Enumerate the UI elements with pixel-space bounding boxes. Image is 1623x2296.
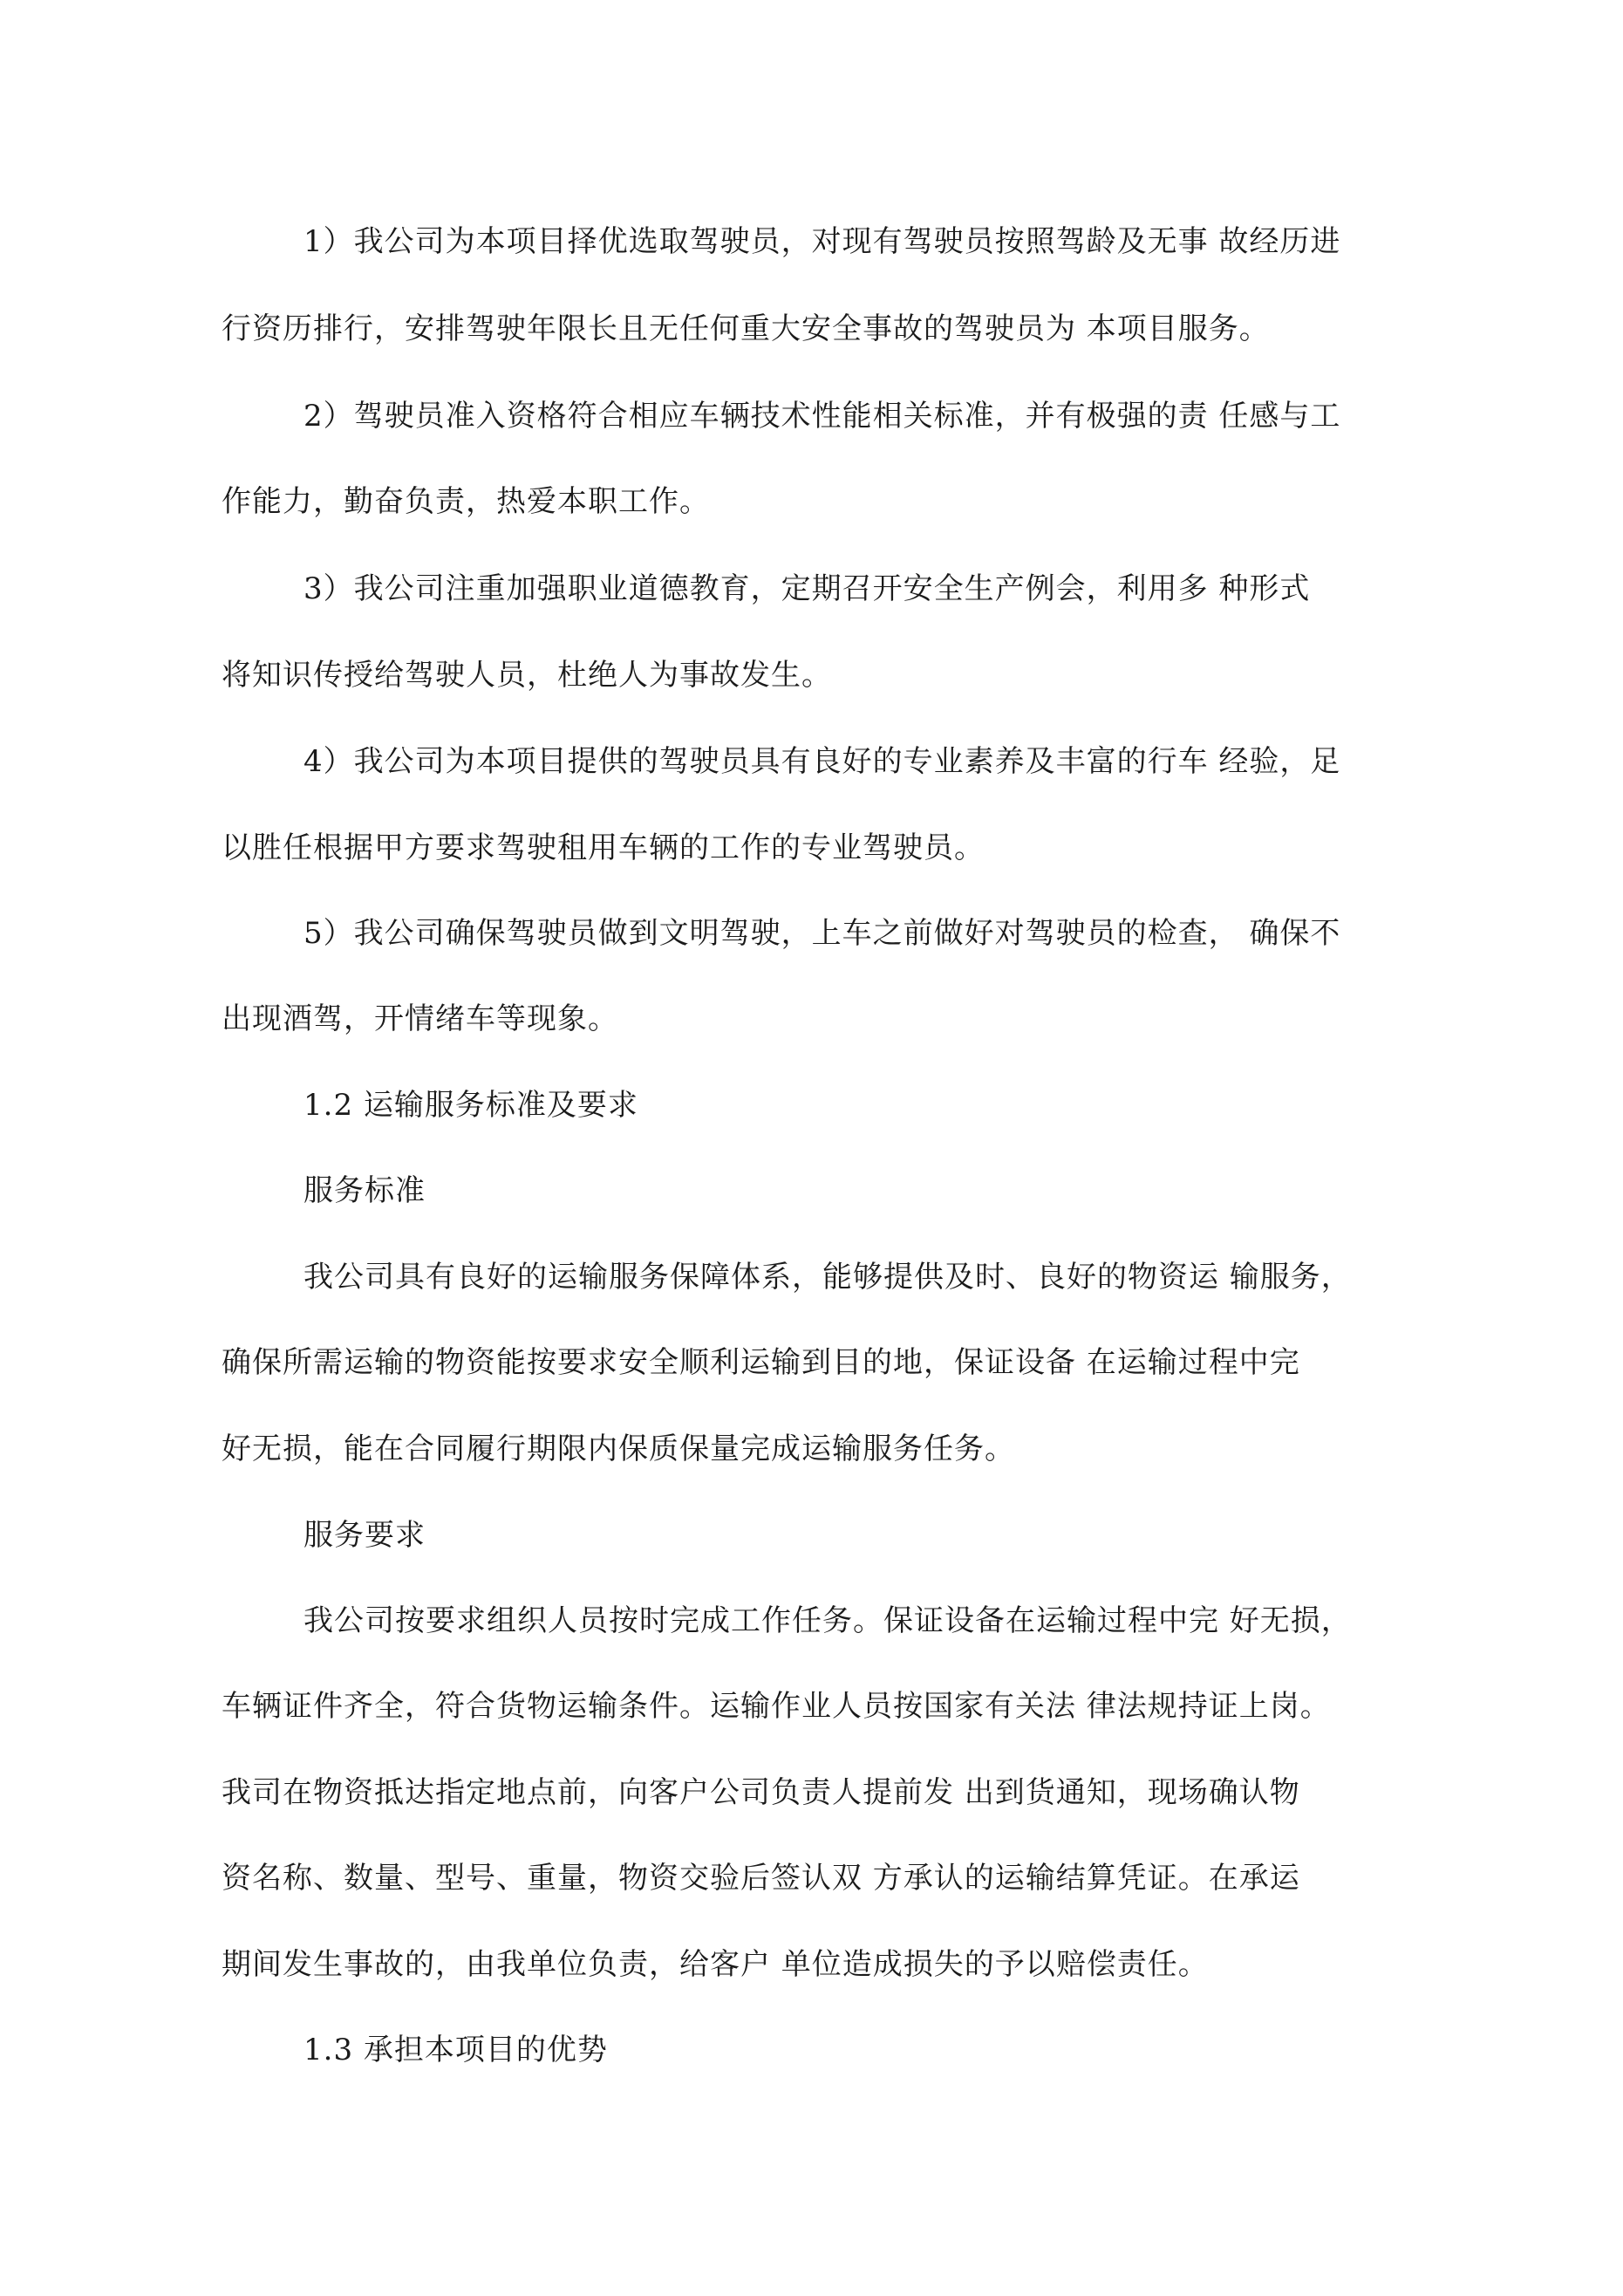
paragraph-1-line-1: 1）我公司为本项目择优选取驾驶员，对现有驾驶员按照驾龄及无事 故经历进	[303, 224, 1341, 259]
paragraph-4-line-1: 4）我公司为本项目提供的驾驶员具有良好的专业素养及丰富的行车 经验，足	[303, 744, 1341, 779]
paragraph-7-line-1: 我公司按要求组织人员按时完成工作任务。保证设备在运输过程中完 好无损，	[303, 1603, 1352, 1638]
section-heading-1-3: 1.3 承担本项目的优势	[303, 2033, 608, 2067]
paragraph-3-line-1: 3）我公司注重加强职业道德教育，定期召开安全生产例会，利用多 种形式	[303, 571, 1311, 606]
subheading-service-standard: 服务标准	[303, 1173, 426, 1208]
paragraph-7-line-5: 期间发生事故的，由我单位负责，给客户 单位造成损失的予以赔偿责任。	[222, 1947, 1209, 1982]
section-heading-1-2: 1.2 运输服务标准及要求	[303, 1088, 638, 1123]
paragraph-7-line-3: 我司在物资抵达指定地点前，向客户公司负责人提前发 出到货通知，现场确认物	[222, 1775, 1300, 1810]
paragraph-5-line-1: 5）我公司确保驾驶员做到文明驾驶，上车之前做好对驾驶员的检查， 确保不	[303, 916, 1341, 951]
paragraph-2-line-1: 2）驾驶员准入资格符合相应车辆技术性能相关标准，并有极强的责 任感与工	[303, 399, 1341, 434]
paragraph-2-line-2: 作能力，勤奋负责，热爱本职工作。	[222, 484, 710, 519]
paragraph-3-line-2: 将知识传授给驾驶人员，杜绝人为事故发生。	[222, 658, 832, 693]
paragraph-4-line-2: 以胜任根据甲方要求驾驶租用车辆的工作的专业驾驶员。	[222, 830, 985, 865]
paragraph-6-line-2: 确保所需运输的物资能按要求安全顺利运输到目的地，保证设备 在运输过程中完	[222, 1345, 1300, 1380]
subheading-service-requirement: 服务要求	[303, 1518, 426, 1553]
paragraph-5-line-2: 出现酒驾，开情绪车等现象。	[222, 1001, 618, 1036]
paragraph-6-line-1: 我公司具有良好的运输服务保障体系，能够提供及时、良好的物资运 输服务，	[303, 1260, 1352, 1295]
paragraph-7-line-2: 车辆证件齐全，符合货物运输条件。运输作业人员按国家有关法 律法规持证上岗。	[222, 1689, 1331, 1724]
paragraph-6-line-3: 好无损，能在合同履行期限内保质保量完成运输服务任务。	[222, 1432, 1015, 1466]
paragraph-1-line-2: 行资历排行，安排驾驶年限长且无任何重大安全事故的驾驶员为 本项目服务。	[222, 311, 1270, 346]
paragraph-7-line-4: 资名称、数量、型号、重量，物资交验后签认双 方承认的运输结算凭证。在承运	[222, 1861, 1300, 1896]
